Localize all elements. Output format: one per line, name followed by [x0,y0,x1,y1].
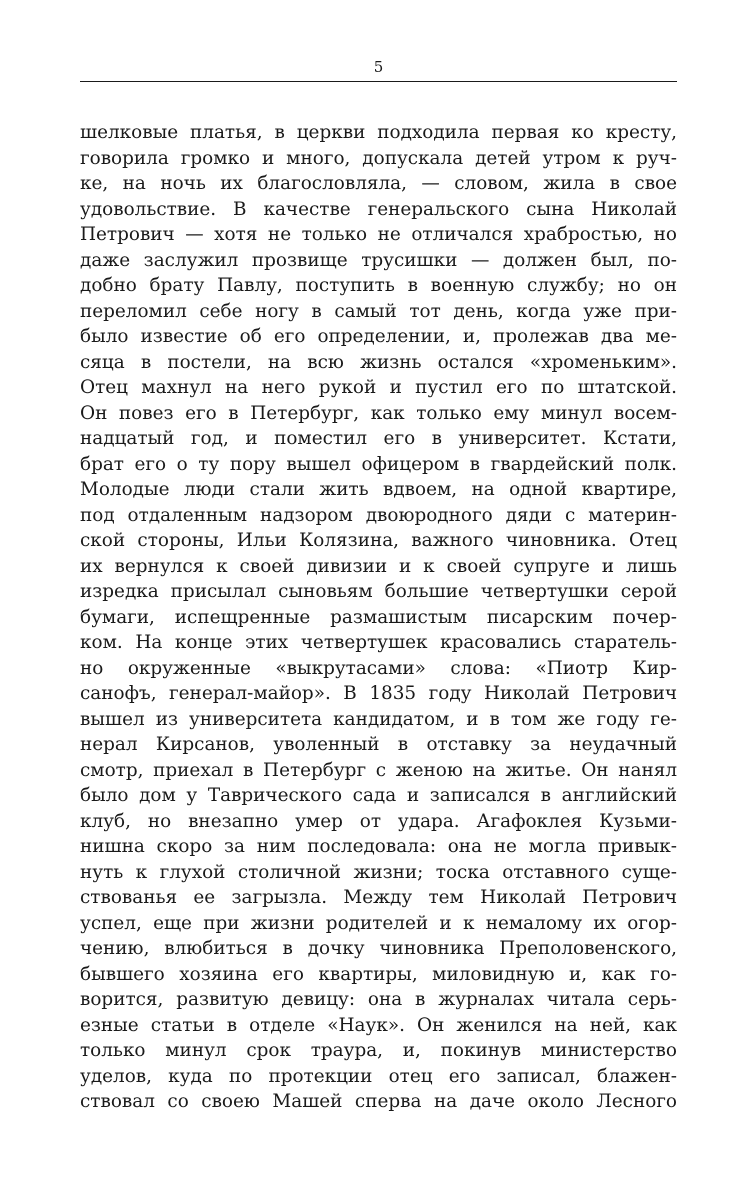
text-line: нуть к глухой столичной жизни; тоска отставного суще- [80,861,677,883]
page-number: 5 [373,58,384,76]
text-line: смотр, приехал в Петербург с женою на житье. Он нанял [80,759,677,781]
text-line: бывшего хозяина его квартиры, миловидную и, как го- [80,963,677,985]
text-line: чению, влюбиться в дочку чиновника Преполовенского, [80,938,677,959]
text-line: удовольствие. В качестве генеральского сына Николай [80,198,677,220]
text-line: только минул срок траура, и, покинув министерство [80,1040,677,1061]
text-line: вышел из университета кандидатом, и в том же году ге- [80,708,677,730]
text-line: под отдаленным надзором двоюродного дяди с материн- [80,504,677,526]
text-line: уделов, куда по протекции отец его записал, блажен- [80,1065,677,1087]
text-line: успел, еще при жизни родителей и к немалому их огор- [80,912,677,934]
text-line: езные статьи в отделе «Наук». Он женился на ней, как [80,1014,677,1036]
header-rule [80,81,677,82]
text-line: ской стороны, Ильи Колязина, важного чиновника. Отец [80,530,677,551]
text-line: даже заслужил прозвище трусишки — должен был, по- [80,249,677,271]
text-line: но окруженные «выкрутасами» слова: «Пиотр Кир- [80,657,677,679]
text-line: шелковые платья, в церкви подходила первая ко кресту, [80,122,677,143]
text-line: было известие об его определении, и, пролежав два ме- [80,326,677,347]
text-line: ворится, развитую девицу: она в журналах читала серь- [80,989,677,1010]
text-line: нерал Кирсанов, уволенный в отставку за неудачный [80,734,677,755]
body-text [80,120,677,1115]
text-line: Петрович — хотя не только не отличался храбростью, но [80,224,677,245]
text-line: бумаги, испещренные размашистым писарским почер- [80,606,677,628]
text-line: Отец махнул на него рукой и пустил его по штатской. [80,377,677,398]
text-line: ком. На конце этих четвертушек красовались старатель- [80,632,677,653]
text-line: сяца в постели, на всю жизнь остался «хроменьким». [80,351,677,373]
text-line: добно брату Павлу, поступить в военную службу; но он [80,275,677,296]
text-line: брат его о ту пору вышел офицером в гвардейский полк. [80,453,677,475]
text-line: Он повез его в Петербург, как только ему минул восем- [80,402,677,424]
page-header [80,56,677,82]
text-line: ке, на ночь их благословляла, — словом, жила в свое [80,173,677,194]
text-line: санофъ, генерал-майор». В 1835 году Николай Петрович [80,683,677,704]
text-line: было дом у Таврического сада и записался в английский [80,785,677,806]
text-line: ствованья ее загрызла. Между тем Николай Петрович [80,887,677,908]
text-line: изредка присылал сыновьям большие четвертушки серой [80,581,677,602]
text-line: нишна скоро за ним последовала: она не могла привык- [80,836,677,857]
text-line: говорила громко и много, допускала детей утром к руч- [80,147,677,169]
text-line: надцатый год, и поместил его в университет. Кстати, [80,428,677,449]
text-line: ствовал со своею Машей сперва на даче около Лесного [80,1091,677,1112]
text-line: Молодые люди стали жить вдвоем, на одной квартире, [80,479,677,500]
text-line: их вернулся к своей дивизии и к своей супруге и лишь [80,555,677,577]
text-line: клуб, но внезапно умер от удара. Агафоклея Кузьми- [80,810,677,832]
text-line: переломил себе ногу в самый тот день, когда уже при- [80,300,677,322]
